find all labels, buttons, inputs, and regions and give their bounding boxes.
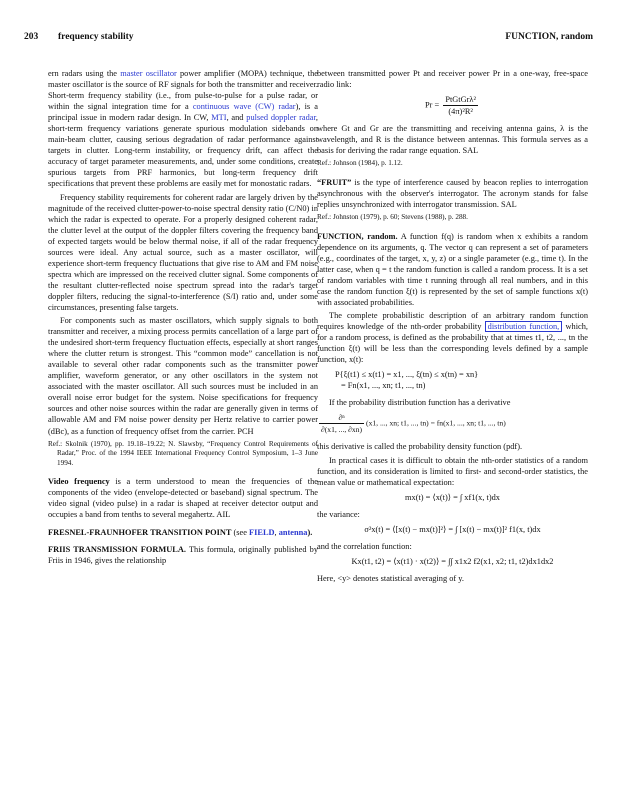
eq-lhs: Pr =	[425, 100, 440, 110]
text: which, for a random process, is defined as the probability that at times t1, t2, ..., tn the function ξ(t) will be less than the corresponding levels defined by a sample function, x(t):	[317, 322, 588, 365]
section-title: frequency stability	[58, 32, 134, 42]
numerator: ∂ⁿ	[319, 412, 364, 424]
denominator: ∂(x1, ..., ∂xn)	[321, 425, 363, 435]
eq-rhs: (x1, ..., xn; t1, ..., tn) = fn(x1, ..., xn; t1, ..., tn)	[366, 418, 506, 428]
reference: Ref.: Johnston (1979), p. 60; Stevens (1988), p. 288.	[317, 213, 468, 222]
paragraph: the variance:	[317, 509, 360, 519]
entry-video-frequency	[48, 476, 318, 520]
reference: Ref.: Skolnik (1970), pp. 19.18–19.22; N. Slawsby, “Frequency Control Requirements of Radar,” Proc. of the 1994 IEEE International Frequency Control Symposium, 1–3 June 1994.	[48, 439, 318, 467]
entry-term: FRESNEL-FRAUNHOFER TRANSITION POINT	[48, 527, 232, 537]
link-field[interactable]: FIELD	[249, 527, 275, 537]
running-title: FUNCTION, random	[505, 32, 593, 42]
equation-distribution	[317, 369, 588, 391]
eq-line: = Fn(x1, ..., xn; t1, ..., tn)	[341, 381, 426, 391]
page-number: 203	[24, 32, 39, 42]
paragraph: If the probability distribution function has a derivative	[329, 398, 511, 408]
link-distribution-function[interactable]: distribution function,	[485, 321, 563, 332]
link-master-oscillator[interactable]: master oscillator	[120, 69, 177, 78]
equation-variance: σ²x(t) = ⟨[x(t) − mx(t)]²⟩ = ∫ [x(t) − mx(t)]² f1(x, t)dx	[364, 524, 541, 534]
left-column	[48, 68, 318, 568]
text: ), is a principal issue in modern radar design. In CW,	[48, 102, 318, 123]
text: ern radars using the	[48, 69, 121, 78]
entry-term: FRIIS TRANSMISSION FORMULA.	[48, 544, 186, 554]
text: (see	[231, 527, 250, 537]
numerator: PtGtGrλ²	[443, 94, 478, 106]
equation-derivative	[317, 412, 588, 435]
entry-term: FUNCTION, random.	[317, 231, 398, 241]
denominator: (4π)²R²	[448, 107, 473, 117]
paragraph: For components such as master oscillators, which supply signals to both transmitter and receiver, a mixing process permits cancellation of a large part of the undesired short-term frequency fluctuation effects, especially at short ranges where the clutter return is strongest. This “common mode” cancellation is not available to several other radar components such as the transmitter power amplifier, waveform generator, or any other oscillators in the system not associated with the master oscillator. All such sources must be included in an overall noise error budget for the system. Noise specifications for frequency sources and other noise sources within the radar are generally given in terms of allowable AM and FM noise power density per Hertz relative to carrier power (dBc), as a function of frequency offset from the carrier. PCH	[48, 316, 318, 436]
fraction	[443, 94, 478, 117]
entry-term: Video frequency	[48, 477, 110, 487]
fraction	[319, 412, 364, 435]
text: power amplifier (MOPA) technique, the master oscillator is the source of RF signals for both the transmitter and receiver. Short-term frequency stability (i.e., from pulse-to-pulse for a pulse radar, or within the signal integration time for a	[48, 69, 318, 112]
paragraph: Frequency stability requirements for coherent radar are largely driven by the magnitude of the received clutter-power-to-noise spectral density ratio (C/N0) in which the radar is expected to operate. For a properly designed coherent radar, the clutter level at the output of the doppler filters covering the frequency band of expected targets would be below thermal noise, if all of the radar frequency sources were ideal. Any actual source, such as a master oscillator, will experience short-term frequency fluctuations that give rise to AM and FM noise spectra which are impressed on the received clutter signal. Some components of the resultant clutter-reflected noise spectrum spread into the radar's target doppler filters, reducing the signal-to-interference (S/I) ratio and, under some circumstances, presenting false targets.	[48, 192, 318, 312]
right-column	[317, 68, 588, 586]
paragraph: Here, <y> denotes statistical averaging of y.	[317, 573, 464, 583]
entry-text: is the type of interference caused by beacon replies to interrogation asynchronous with the observer's interrogator. The acronym stands for false replies unsynchronized with interrogator transmission. SAL	[317, 177, 588, 210]
entry-text: is a term understood to mean the frequencies of the components of the video (envelope-detected or baseband) signal spectrum. The video signal (video pulse) in a radar is shaped at receiver detector output and occupies a band from tenths to several megahertz. AIL	[48, 477, 319, 520]
text: ).	[307, 527, 313, 537]
paragraph: In practical cases it is difficult to obtain the nth-order statistics of a random function, and its consideration is limited to first- and second-order statistics, the mean value or mathematical expectation:	[317, 455, 588, 487]
entry-function-random	[317, 231, 588, 308]
eq-line: P{ξ(t1) ≤ x(t1) = x1, ..., ξ(tn) ≤ x(tn) = xn}	[335, 370, 479, 380]
link-mti[interactable]: MTI	[211, 113, 227, 123]
equation-mean: mx(t) = ⟨x(t)⟩ = ∫ xf1(x, t)dx	[405, 492, 500, 502]
paragraph: and the correlation function:	[317, 541, 412, 551]
running-header	[24, 32, 593, 48]
entry-term: “FRUIT”	[317, 177, 352, 187]
equation-correlation: Kx(t1, t2) = ⟨x(t1) · x(t2)⟩ = ∫∫ x1x2 f2(x1, x2; t1, t2)dx1dx2	[351, 556, 554, 566]
text: The complete probabilistic description of an arbitrary random function requires knowledge of the nth-order probability	[317, 310, 588, 332]
link-antenna[interactable]: antenna	[278, 527, 308, 537]
text: , and	[226, 113, 247, 123]
paragraph: between transmitted power Pt and receiver power Pr in a one-way, free-space radio link:	[317, 69, 588, 90]
entry-fresnel	[48, 527, 318, 538]
link-continuous-wave-radar[interactable]: continuous wave (CW) radar	[192, 102, 296, 112]
link-pulsed-doppler-radar[interactable]: pulsed doppler radar	[246, 113, 316, 123]
paragraph	[317, 310, 588, 365]
entry-friis	[48, 544, 318, 566]
entry-fruit	[317, 177, 588, 210]
equation-friis	[317, 94, 588, 117]
text: , short-term frequency variations generate spurious modulation sidebands on main-beam clutter, causing serious degradation of radar performance against targets in clutter. Long-term instability, or frequency drift, can affect the accuracy of target parameter measurements, and, under some conditions, create spurious targets from PRF harmonics, but long-term frequency drift specifications that prevent these problems are easily met for monostatic radars.	[48, 113, 318, 189]
paragraph	[48, 68, 318, 190]
text: ,	[274, 527, 279, 537]
reference: Ref.: Johnson (1984), p. 1.12.	[317, 159, 403, 168]
entry-text: This formula, originally published by Friis in 1946, gives the relationship	[48, 544, 318, 565]
paragraph: this derivative is called the probability density function (pdf).	[317, 442, 523, 452]
paragraph: where Gt and Gr are the transmitting and receiving antenna gains, λ is the wavelength, and R is the distance between antennas. This formula serves as a basis for deriving the radar range equation. SAL	[317, 124, 588, 156]
entry-text: A function f(q) is random when x exhibits a random dependence on its arguments, q. The vector q can represent a set of parameters (e.g., coordinates of the target, x, y, z) or a single parameter (e.g., time t). In the latter case, when q = t the random function is called a random process. It is a set of random variables with time t running through all real numbers, and in this case the random function ξ(t) is represented by the set of sample functions x(t) with associated probabilities.	[317, 231, 588, 307]
